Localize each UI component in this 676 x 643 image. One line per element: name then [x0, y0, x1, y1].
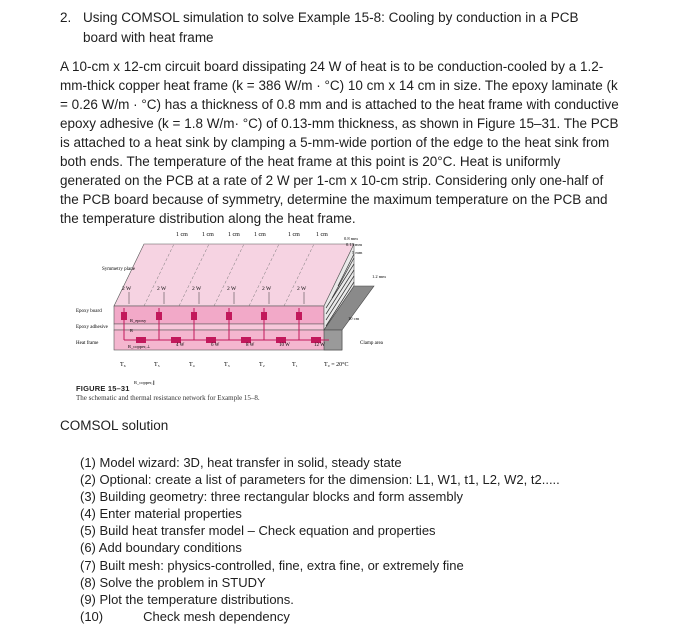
step-text: Solve the problem in STUDY: [99, 574, 266, 590]
step-number: (9): [80, 591, 96, 607]
dim-top-1: 1 cm: [176, 232, 188, 238]
dim-clamp: 5 mm: [352, 250, 363, 255]
temp-4: T₄: [189, 362, 195, 368]
temp-0: T₀ = 20°C: [324, 362, 349, 368]
watt-top-1: 2 W: [122, 286, 132, 292]
step-text: Check mesh dependency: [143, 608, 290, 624]
step-number: (3): [80, 489, 96, 505]
question-number: 2.: [60, 10, 72, 25]
watt-top-2: 2 W: [157, 286, 167, 292]
temp-2: T₂: [259, 362, 265, 368]
list-item: [80, 608, 560, 625]
dim-length: 10 cm: [348, 316, 360, 321]
step-text: Building geometry: three rectangular blocks and form assembly: [99, 489, 463, 505]
dim-top-4: 1 cm: [254, 232, 266, 238]
list-item: [80, 591, 560, 608]
list-item: [80, 454, 560, 471]
step-text: Add boundary conditions: [98, 540, 242, 556]
pcb-figure: [74, 226, 394, 402]
list-item: [80, 574, 560, 591]
step-number: (4): [80, 506, 96, 522]
list-item: [80, 471, 560, 488]
step-text: Built mesh: physics-controlled, fine, extra fine, or extremely fine: [99, 557, 464, 573]
step-number: (7): [80, 557, 96, 573]
dim-top-3: 1 cm: [228, 232, 240, 238]
watt-frame-3: 8 W: [246, 343, 255, 348]
step-text: Model wizard: 3D, heat transfer in solid, steady state: [99, 455, 402, 470]
section-title: COMSOL solution: [60, 418, 169, 433]
step-text: Build heat transfer model – Check equation and properties: [99, 523, 436, 539]
label-r-copper-par: R_copper,∥: [134, 380, 155, 385]
figure-label: FIGURE 15–31: [76, 384, 130, 393]
watt-top-5: 2 W: [262, 286, 272, 292]
watt-frame-4: 10 W: [279, 343, 290, 348]
dim-frame: 1.2 mm: [372, 274, 386, 279]
label-epoxy-board: Epoxy board: [76, 309, 102, 314]
list-item: [80, 505, 560, 522]
question-title: Using COMSOL simulation to solve Example 15-8: Cooling by conduction in a PCB board with heat frame: [83, 10, 579, 45]
label-heat-frame: Heat frame: [76, 341, 99, 346]
label-r-epoxy: R_epoxy: [130, 318, 147, 323]
watt-frame-5: 12 W: [314, 343, 325, 348]
watt-frame-2: 6 W: [211, 343, 220, 348]
list-item: [80, 488, 560, 505]
temp-1: T₁: [292, 362, 298, 368]
temp-6: T₆: [120, 362, 126, 368]
watt-top-3: 2 W: [192, 286, 202, 292]
dim-adhesive: 0.13 mm: [346, 242, 363, 247]
dim-top-6: 1 cm: [316, 232, 328, 238]
clamp-label: Clamp area: [360, 341, 383, 346]
label-r-copper-perp: R_copper,⊥: [128, 344, 151, 349]
step-text: Plot the temperature distributions.: [99, 591, 294, 607]
temp-3: T₃: [224, 362, 230, 368]
figure-caption: The schematic and thermal resistance network for Example 15–8.: [76, 394, 260, 402]
symmetry-label: Symmetry plane: [102, 267, 135, 272]
problem-statement: A 10-cm x 12-cm circuit board dissipating 24 W of heat is to be conduction-cooled by a 1.2-mm-thick copper heat frame (k = 386 W/m · °C) 10 cm x 14 cm in size. The epoxy laminate (k = 0.26 W/m · °C) has a thickness of 0.8 mm and is attached to the heat frame with conductive epoxy adhesive (k = 1.8 W/m· °C) of 0.13-mm thickness, as shown in Figure 15–31. The PCB is attached to a heat sink by clamping a 5-mm-wide portion of the edge to the heat sink from both ends. The temperature of the heat frame at this point is 20°C. Heat is uniformly generated on the PCB at a rate of 2 W per 1-cm x 10-cm strip. Considering only one-half of the PCB board because of symmetry, determine the maximum temperature on the PCB and the temperature distribution along the heat frame.: [60, 59, 619, 226]
step-number: (5): [80, 523, 96, 539]
list-item: [80, 539, 560, 556]
step-number: (2): [80, 472, 96, 488]
list-item: [80, 557, 560, 574]
watt-top-4: 2 W: [227, 286, 237, 292]
dim-top-2: 1 cm: [202, 232, 214, 238]
temp-5: T₅: [154, 362, 160, 368]
dim-top-5: 1 cm: [288, 232, 300, 238]
list-item: [80, 522, 560, 539]
label-epoxy-adhesive: Epoxy adhesive: [76, 325, 108, 330]
watt-top-6: 2 W: [297, 286, 307, 292]
step-number: (8): [80, 574, 96, 590]
watt-frame-1: 4 W: [176, 343, 185, 348]
steps-list: [80, 454, 560, 625]
step-number: (6): [80, 540, 96, 556]
step-number: (1): [80, 455, 96, 470]
label-r: R: [130, 328, 134, 333]
step-text: Enter material properties: [99, 506, 242, 522]
step-number: (10): [80, 608, 104, 624]
dim-board: 0.8 mm: [344, 236, 358, 241]
step-text: Optional: create a list of parameters for the dimension: L1, W1, t1, L2, W2, t2.....: [99, 472, 560, 488]
